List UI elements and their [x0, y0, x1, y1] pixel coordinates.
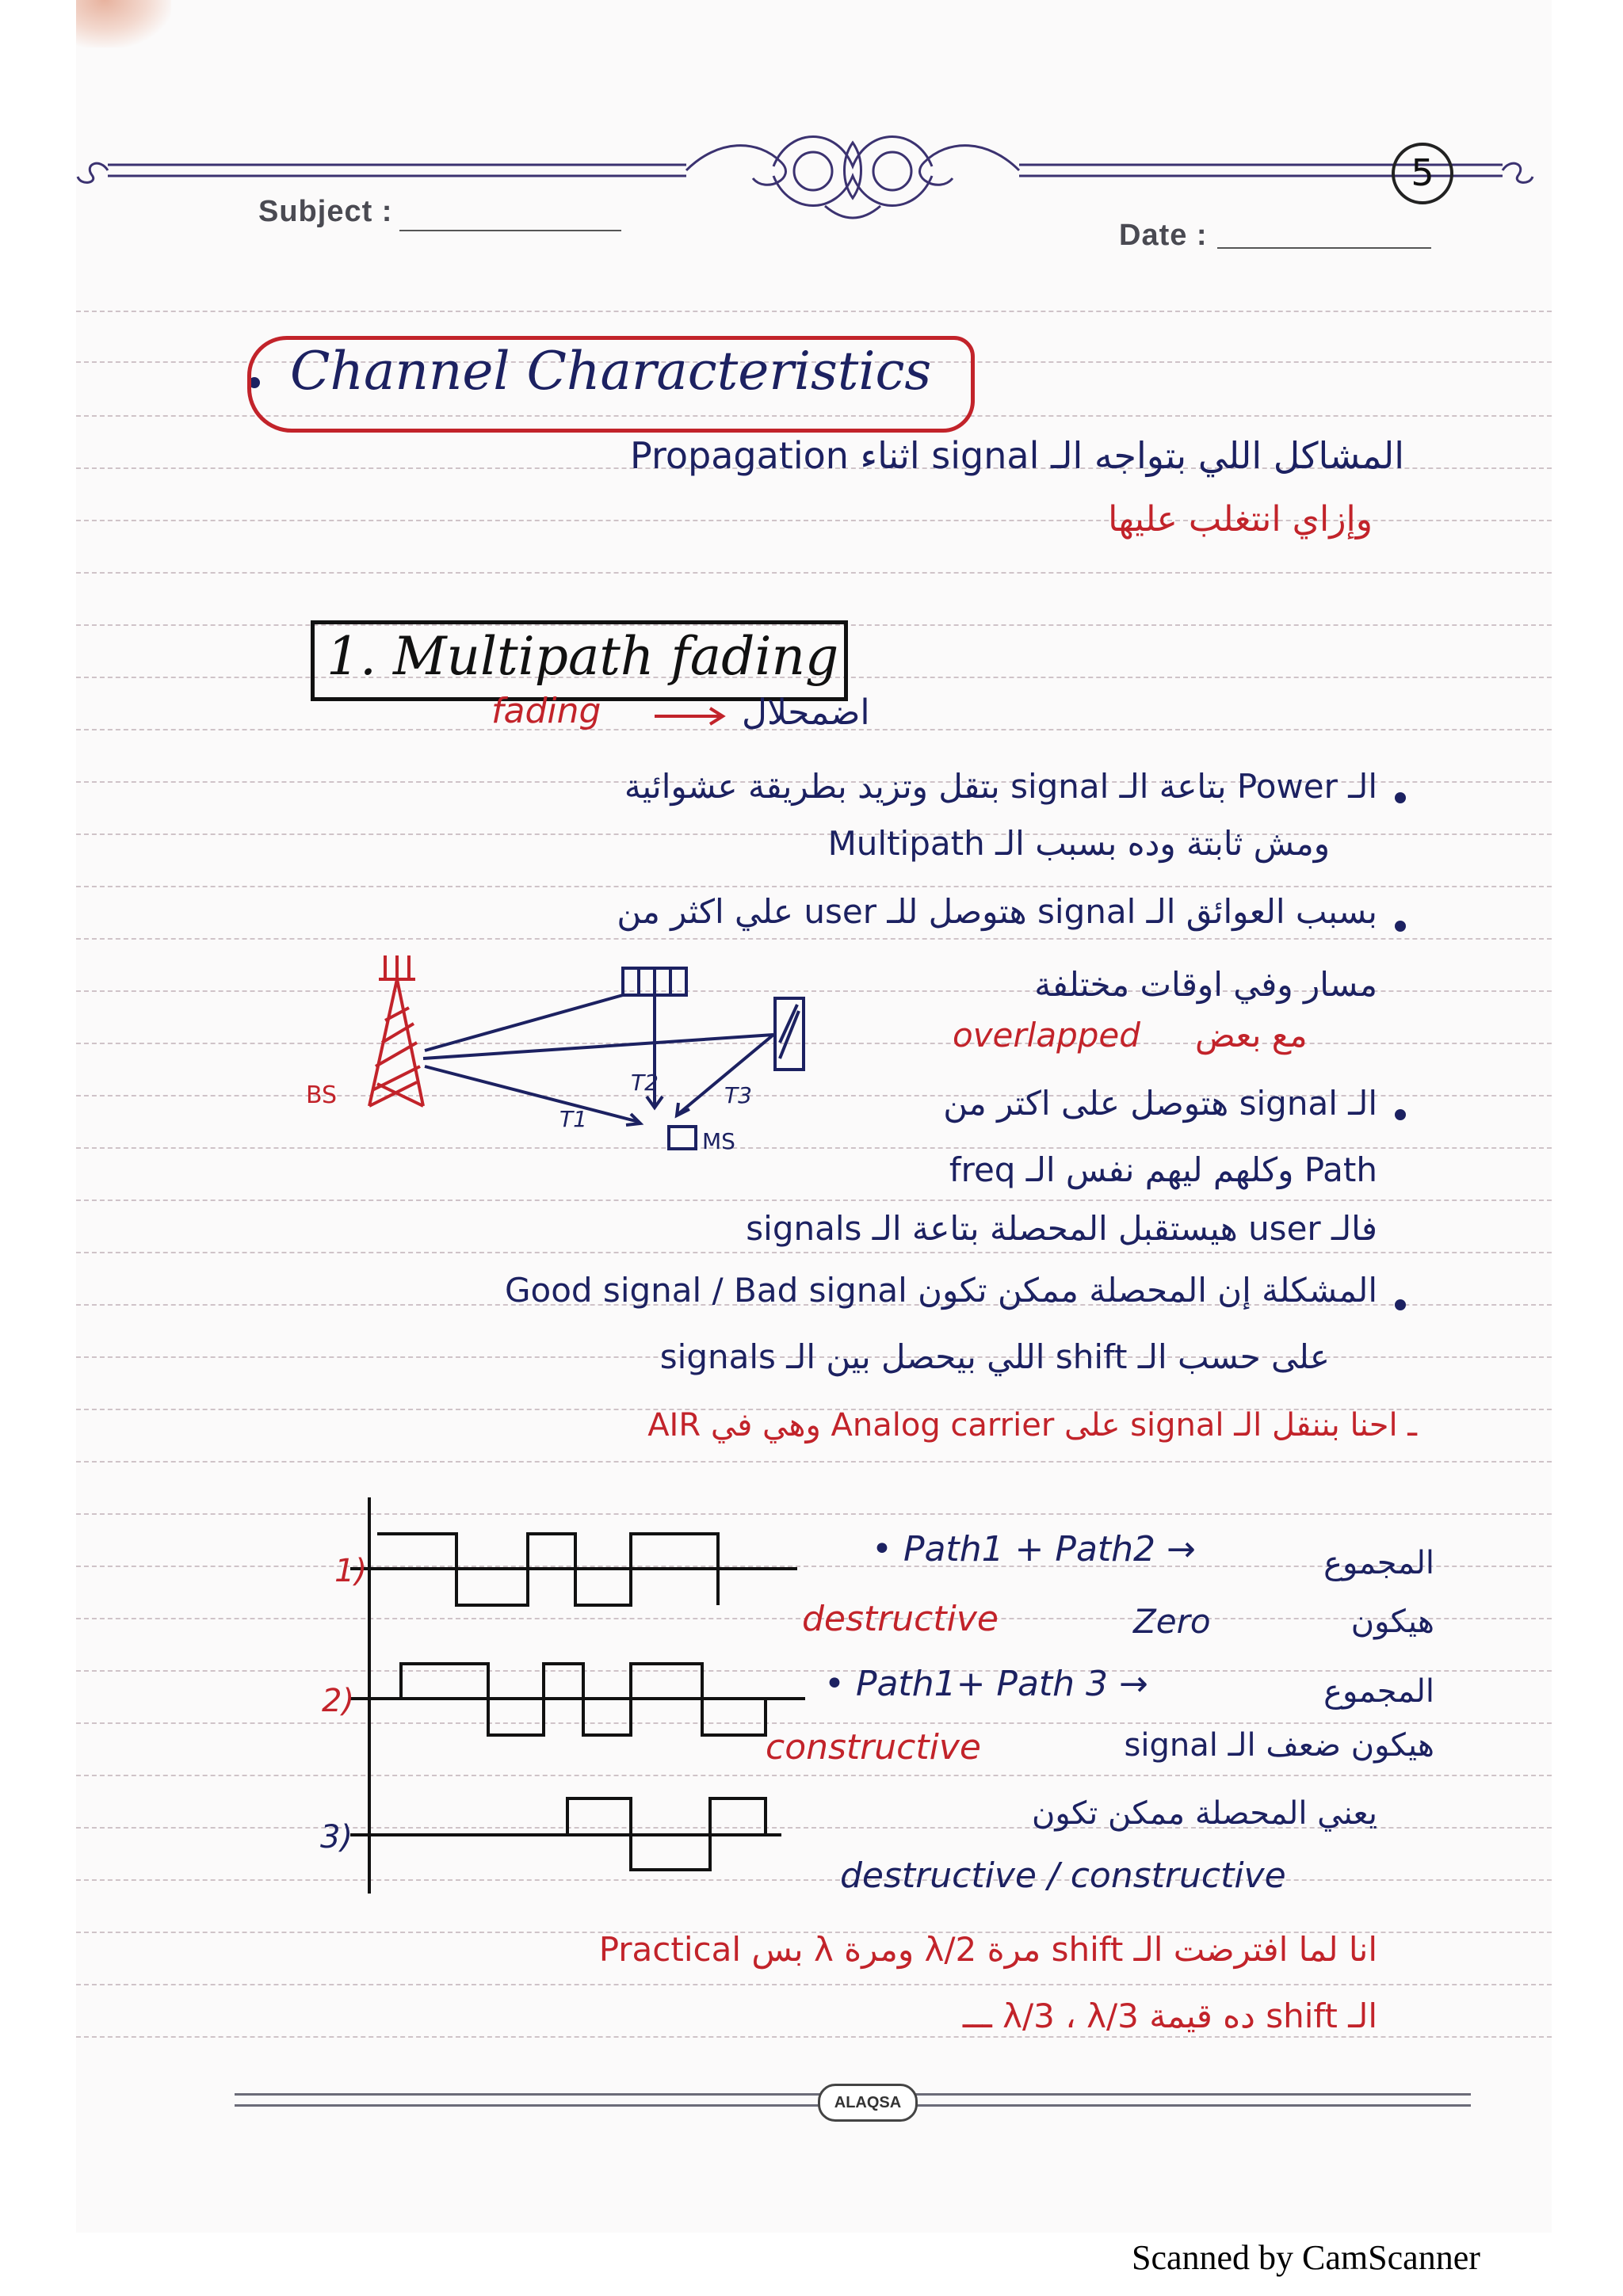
corner-shadow [76, 0, 171, 48]
ruled-line [76, 311, 1552, 312]
bullet3-line1: الـ signal هتوصل على اكتر من [943, 1084, 1377, 1123]
fading-term: fading [491, 691, 601, 731]
ruled-line [76, 1252, 1552, 1253]
ruled-line [76, 1984, 1552, 1985]
multipath-diagram [290, 948, 845, 1185]
ruled-line [76, 2036, 1552, 2038]
ruled-line [76, 1461, 1552, 1463]
overlapped-term: overlapped [953, 1016, 1140, 1055]
bullet3-line2: Path وكلهم ليهم نفس الـ freq [949, 1150, 1377, 1189]
subject-blank [399, 230, 621, 231]
bullet3-line3: فالـ user هيستقبل المحصلة بتاعة الـ signals [746, 1209, 1377, 1248]
bs-tower-icon [369, 955, 423, 1106]
wave-label-2: 2) [322, 1683, 355, 1719]
ms-label: MS [702, 1128, 735, 1154]
case2-paths: • Path1+ Path 3 → [824, 1664, 1148, 1704]
bullet2-line1: بسبب العوائق الـ signal هتوصل للـ user علي اكثر من [617, 892, 1377, 931]
case2-constructive: constructive [766, 1727, 981, 1768]
page-number: 5 [1392, 143, 1453, 204]
bs-label: BS [306, 1081, 338, 1109]
t2-label: T2 [631, 1070, 659, 1096]
bullet [1395, 921, 1406, 932]
bullet [1395, 1109, 1406, 1120]
date-blank [1217, 247, 1431, 249]
ms-phone-icon [669, 1127, 696, 1149]
date-label: Date : [1119, 219, 1208, 252]
fading-translation: اضمحلال [742, 692, 870, 733]
ruled-line [76, 938, 1552, 940]
wave-label-1: 1) [334, 1553, 368, 1589]
subject-label: Subject : [258, 195, 393, 228]
camscanner-watermark: Scanned by CamScanner [1132, 2238, 1480, 2277]
wave-label-3: 3) [320, 1819, 353, 1855]
practical-note-line1: انا لما افترضت الـ shift مرة λ/2 ومرة λ بس Practical [598, 1930, 1377, 1969]
ruled-line [76, 886, 1552, 887]
ruled-line [76, 1199, 1552, 1201]
bullet4-line1: المشكلة إن المحصلة ممكن تكون Good signal / Bad signal [504, 1271, 1377, 1310]
carrier-note: ـ احنا بننقل الـ signal على Analog carrier وهي في AIR [647, 1407, 1417, 1444]
overlapped-translation: مع بعض [1195, 1016, 1308, 1055]
case3-result: يعني المحصلة ممكن تكون [1032, 1795, 1377, 1832]
t3-label: T3 [724, 1082, 752, 1108]
case3-either: destructive / constructive [840, 1855, 1286, 1896]
waveform-diagram [258, 1489, 829, 1901]
alaqsa-logo: ALAQSA [818, 2084, 918, 2122]
ruled-line [76, 833, 1552, 835]
bullet1-line1: الـ Power بتاعة الـ signal بتقل وتزيد بطريقة عشوائية [624, 767, 1377, 806]
intro-line-1: المشاكل اللي بتواجه الـ signal اثناء Propagation [630, 434, 1404, 477]
arrow-icon [655, 707, 726, 726]
case1-destructive: destructive [802, 1599, 999, 1639]
bullet [1395, 792, 1406, 803]
case1-paths: • Path1 + Path2 → [872, 1529, 1196, 1569]
bullet1-line2: ومش ثابتة وده بسبب الـ Multipath [827, 824, 1330, 863]
multipath-heading: 1. Multipath fading [327, 626, 839, 687]
notebook-page [76, 0, 1552, 2233]
case1-will-be: هيكون [1350, 1604, 1434, 1640]
bullet2-line2: مسار وفي اوقات مختلفة [1034, 965, 1377, 1004]
bullet4-line2: على حسب الـ shift اللي بيحصل بين الـ signals [659, 1337, 1330, 1376]
page-title: Channel Characteristics [290, 341, 932, 402]
bullet [1395, 1299, 1406, 1310]
case1-zero: Zero [1133, 1602, 1211, 1641]
case2-sum: المجموع [1323, 1673, 1434, 1710]
t1-label: T1 [559, 1106, 587, 1132]
practical-note-line2: الـ shift ده قيمة λ/3 ، λ/3 ـــ [962, 1997, 1377, 2035]
case2-double: هيكون ضعف الـ signal [1124, 1727, 1434, 1764]
intro-line-2: وإزاي انتغلب عليها [1108, 499, 1373, 540]
case1-sum: المجموع [1323, 1545, 1434, 1581]
ruled-line [76, 572, 1552, 574]
